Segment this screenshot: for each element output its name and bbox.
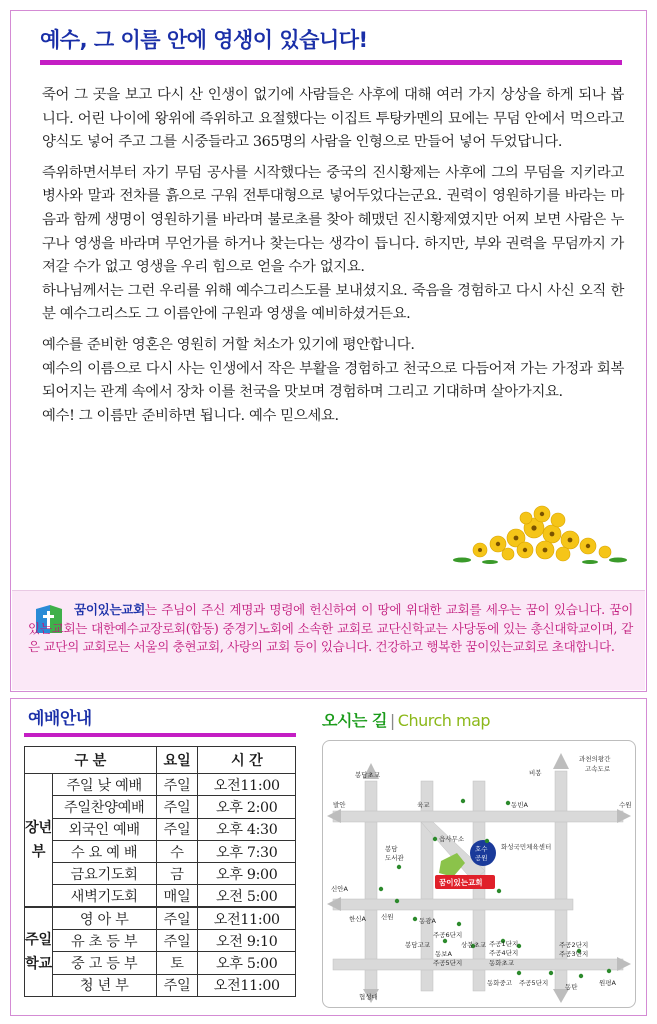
church-description: 는 주님이 주신 계명과 명령에 헌신하여 이 땅에 위대한 교회를 세우는 꿈이 있습니다. 꿈이있는교회는 대한예수교장로회(합동) 중경기노회에 소속한 교회로 교단신학교는 사당동에 있는 총신대학교이며, 같은 교단의 교회로는 서울의 충현교회, 사랑의 교회 등이 있습니다. 건강하고 행복한 꿈이있는교회로 초대합니다. xyxy=(28,602,633,654)
map-label-jugong2: 주공2단지 xyxy=(559,941,589,949)
arrow-north-icon xyxy=(553,753,569,769)
map-label-shinan: 신안A xyxy=(331,885,349,893)
map-label-jugong6: 주공6단지 xyxy=(433,931,463,939)
map-label-suwon: 수원 xyxy=(619,801,632,809)
paragraph-3: 하나님께서는 그런 우리를 위해 예수그리스도를 보내셨지요. 죽음을 경험하고 다시 사신 오직 한분 예수그리스도 그 이름안에 구원과 영생을 예비하셨거든요. xyxy=(42,282,624,323)
map-label-bongdam-high: 봉담고교 xyxy=(405,941,431,949)
map-title-en: Church map xyxy=(397,711,491,730)
map-label-library-2: 도서관 xyxy=(385,854,404,862)
map-label-dongtan: 동탄 xyxy=(565,983,578,991)
paragraph-4: 예수를 준비한 영혼은 영원히 거할 처소가 있기에 평안합니다. xyxy=(42,336,415,353)
map-label-gwacheon: 과천의왕간 xyxy=(579,755,611,763)
service-day: 주일 xyxy=(156,818,198,840)
map-title-ko: 오시는 길 xyxy=(322,711,387,730)
church-name: 꿈이있는교회 xyxy=(74,602,145,617)
worship-title: 예배안내 xyxy=(28,709,92,729)
table-row xyxy=(25,774,296,796)
service-time: 오후 9:00 xyxy=(198,863,296,885)
map-label-jugong4: 주공4단지 xyxy=(489,949,519,957)
table-row xyxy=(25,796,296,818)
map-label-jugong1: 주공1단지 xyxy=(489,940,519,948)
table-row xyxy=(25,907,296,929)
service-day: 주일 xyxy=(156,930,198,952)
road-middle-horizontal xyxy=(333,899,573,910)
arrow-south-icon xyxy=(553,989,569,1003)
service-time: 오후 2:00 xyxy=(198,796,296,818)
service-name: 새벽기도회 xyxy=(52,885,156,907)
church-map xyxy=(322,740,636,1008)
church-intro-band xyxy=(12,590,645,690)
map-label-park-2: 공원 xyxy=(475,854,488,862)
road-east xyxy=(555,771,567,991)
service-name: 유 초 등 부 xyxy=(52,930,156,952)
service-name: 청 년 부 xyxy=(52,974,156,996)
service-name: 주일 낮 예배 xyxy=(52,774,156,796)
service-name: 외국인 예배 xyxy=(52,818,156,840)
church-intro-text xyxy=(28,601,633,657)
map-label-town-office: 읍사무소 xyxy=(439,835,465,843)
header-day: 요일 xyxy=(156,747,198,774)
map-label-dongbo: 동보A xyxy=(435,950,453,958)
service-time: 오전11:00 xyxy=(198,974,296,996)
map-label-expressway: 고속도로 xyxy=(585,765,611,773)
paragraph-1: 죽어 그 곳을 보고 다시 산 인생이 없기에 사람들은 사후에 대해 여러 가지 상상을 하게 되나 봅니다. 어린 나이에 왕위에 즉위하고 요절했다는 이집트 투탕카멘의 묘에는 무덤 안에서 먹으라고 양식도 넣어 주고 그를 시중들라고 365명의 사람을 인형으로 만들어 넣어 두었답니다. xyxy=(42,87,624,151)
table-header-row xyxy=(25,747,296,774)
paragraph-5: 예수의 이름으로 다시 사는 인생에서 작은 부활을 경험하고 천국으로 다듬어져 가는 가정과 회복되어지는 관계 속에서 장차 이를 천국을 맛보며 경험하며 그리고 기대하며 살아가지요. xyxy=(42,360,624,401)
paragraph-6: 예수! 그 이름만 준비하면 됩니다. 예수 믿으세요. xyxy=(42,407,339,424)
map-label-overpass: 육교 xyxy=(417,801,430,809)
map-label-dongbin: 동빈A xyxy=(511,801,529,809)
article-title: 예수, 그 이름 안에 영생이 있습니다! xyxy=(40,28,368,52)
service-day: 토 xyxy=(156,952,198,974)
service-day: 매일 xyxy=(156,885,198,907)
service-time: 오후 4:30 xyxy=(198,818,296,840)
service-name: 금요기도회 xyxy=(52,863,156,885)
map-label-library-1: 봉담 xyxy=(385,845,398,853)
map-label-gym: 화성국민체육센터 xyxy=(501,843,552,851)
road-bottom-horizontal xyxy=(333,959,623,970)
service-day: 주일 xyxy=(156,774,198,796)
worship-schedule-table xyxy=(24,746,296,997)
worship-underline xyxy=(24,733,296,737)
service-name: 중 고 등 부 xyxy=(52,952,156,974)
map-label-shinwon: 신원 xyxy=(381,913,394,921)
title-underline xyxy=(40,60,622,65)
service-day: 주일 xyxy=(156,974,198,996)
service-time: 오전 5:00 xyxy=(198,885,296,907)
group-label-adult: 장년부 xyxy=(25,774,53,908)
service-day: 주일 xyxy=(156,907,198,929)
map-label-sangbong-elem: 상봉초교 xyxy=(461,941,487,949)
arrow-east-icon xyxy=(617,957,631,971)
flower-decoration-icon xyxy=(450,498,630,568)
map-label-donghwa-elem: 동화초교 xyxy=(489,959,515,967)
map-label-jugong3: 주공3단지 xyxy=(559,950,589,958)
header-time: 시 간 xyxy=(198,747,296,774)
service-name: 주일찬양예배 xyxy=(52,796,156,818)
map-title: 오시는 길 | Church map xyxy=(322,711,491,730)
map-label-hanshin: 한신A xyxy=(349,915,367,923)
service-time: 오전 9:10 xyxy=(198,930,296,952)
map-label-jugong5b: 주공5단지 xyxy=(519,979,549,987)
service-name: 수 요 예 배 xyxy=(52,840,156,862)
road-top-horizontal xyxy=(333,811,623,822)
map-label-balan: 발안 xyxy=(333,801,346,809)
map-label-donghwa-middle: 동화중고 xyxy=(487,979,513,987)
lake-park-marker xyxy=(470,840,496,866)
table-row xyxy=(25,818,296,840)
table-row xyxy=(25,974,296,996)
church-map-drawing xyxy=(323,741,636,1008)
map-label-bongdam-elem: 봉담초교 xyxy=(355,771,381,779)
map-label-jugong5: 주공5단지 xyxy=(433,959,463,967)
map-label-park-1: 호수 xyxy=(475,845,488,853)
map-label-hyeopseong: 협성대 xyxy=(359,993,378,1001)
table-row xyxy=(25,885,296,907)
arrow-east-icon xyxy=(617,809,631,823)
table-row xyxy=(25,952,296,974)
service-name: 영 아 부 xyxy=(52,907,156,929)
paragraph-2: 즉위하면서부터 자기 무덤 공사를 시작했다는 중국의 진시황제는 사후에 그의 무덤을 지키라고 병사와 말과 전차를 흙으로 구워 전투대형으로 넣어두었다는군요. 권력이 영원하기를 바라는 마음과 함께 생명이 영원하기를 바라며 불로초를 찾아 헤맸던 진시황제였지만 어찌 보면 사람은 누구나 영생을 바라며 무언가를 하거나 찾는다는 생각이 듭니다. 하지만, 부와 권력을 무덤까지 가져갈 수가 없고 영생을 우리 힘으로 얻을 수가 없지요. xyxy=(42,164,624,276)
service-day: 금 xyxy=(156,863,198,885)
service-time: 오후 5:00 xyxy=(198,952,296,974)
table-row xyxy=(25,863,296,885)
map-label-wonpyeong: 원평A xyxy=(599,979,617,987)
service-day: 주일 xyxy=(156,796,198,818)
service-day: 수 xyxy=(156,840,198,862)
article-body xyxy=(42,84,624,428)
service-time: 오후 7:30 xyxy=(198,840,296,862)
group-label-sunday-school: 주일학교 xyxy=(25,907,53,996)
table-row xyxy=(25,930,296,952)
service-time: 오전11:00 xyxy=(198,774,296,796)
map-label-church: 꿈이있는교회 xyxy=(439,878,483,887)
service-time: 오전11:00 xyxy=(198,907,296,929)
map-label-donggwang: 동광A xyxy=(419,917,437,925)
header-category: 구 분 xyxy=(25,747,157,774)
table-row xyxy=(25,840,296,862)
map-label-bibong: 비봉 xyxy=(529,769,542,777)
